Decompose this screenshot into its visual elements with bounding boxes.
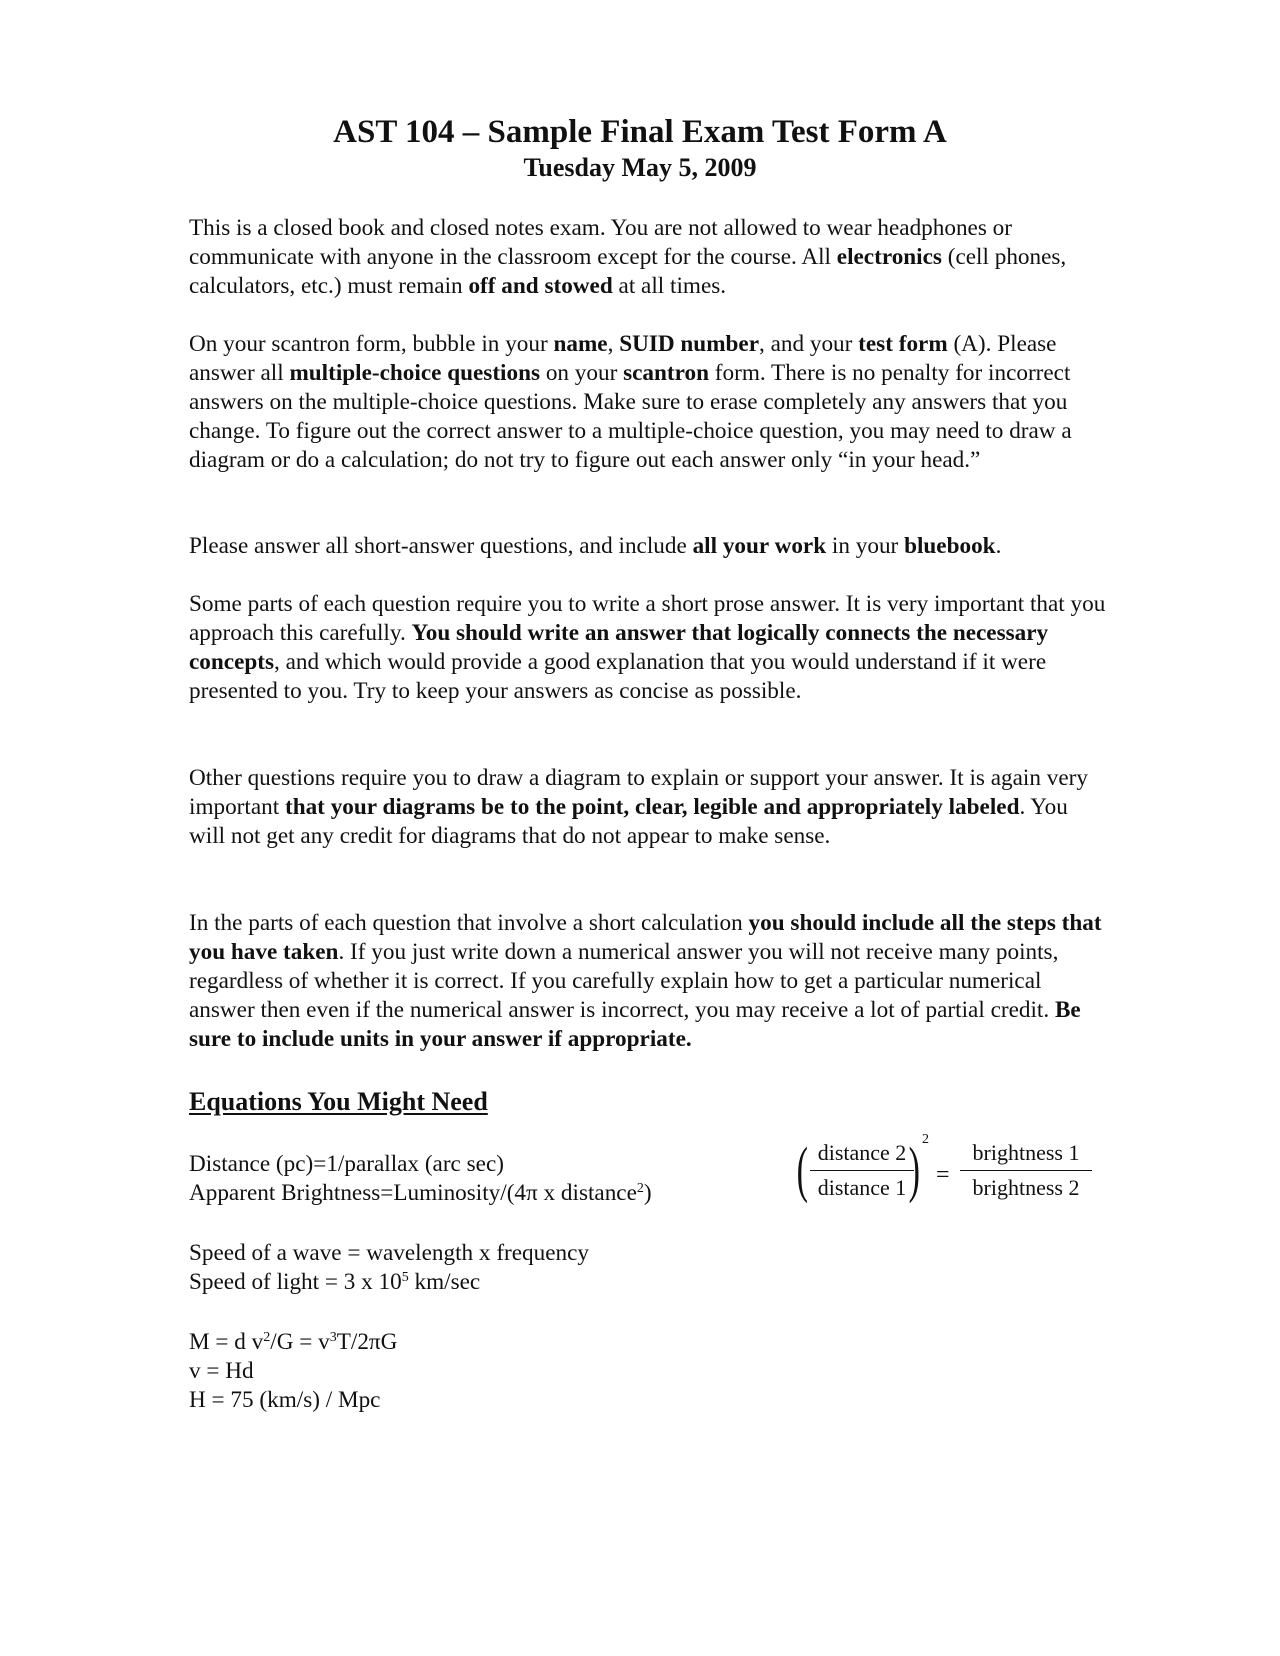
superscript: 5 [401, 1270, 409, 1285]
text-run: M = d v [189, 1329, 264, 1355]
bold-run: SUID number [619, 331, 759, 357]
bold-run: that your diagrams be to the point, clear, legible and appropriately labeled [284, 794, 1020, 820]
instructions-paragraph-6 [189, 909, 1109, 1054]
exam-date: Tuesday May 5, 2009 [523, 153, 757, 182]
mass-equation [189, 1328, 397, 1357]
bold-run: name [553, 331, 608, 357]
text-run: Speed of light = 3 x 10 [189, 1269, 402, 1295]
hubble-law-equation: v = Hd [189, 1358, 254, 1384]
bold-run: bluebook [904, 533, 996, 559]
text-run: on your [540, 360, 624, 386]
instructions-paragraph-3 [189, 532, 1109, 561]
text-run: Please answer all short-answer questions, and include [189, 533, 693, 559]
bold-run: multiple-choice questions [289, 360, 541, 386]
text-run: , and your [759, 331, 859, 357]
light-speed-equation [189, 1268, 480, 1297]
fraction-denominator: brightness 2 [972, 1175, 1080, 1200]
fraction-numerator: brightness 1 [972, 1140, 1080, 1165]
text-run: In the parts of each question that involve a short calculation [189, 910, 749, 936]
text-run: at all times. [612, 273, 727, 299]
text-run: /G = v [270, 1329, 330, 1355]
superscript: 2 [636, 1181, 644, 1196]
text-run: . [995, 533, 1002, 559]
text-run: in your [826, 533, 905, 559]
text-run: form. There is no penalty for incorrect answers on the multiple-choice questions. Make sure to erase completely any answers that you change. To figure out the correct answer to a multiple-choice question, you may need to draw a diagram or do a calculation; do not try to figure out each answer only “in your head.” [189, 360, 1072, 473]
text-run: ) [643, 1180, 652, 1206]
brightness-equation [189, 1179, 652, 1208]
bold-run: electronics [836, 244, 942, 270]
instructions-paragraph-5 [189, 764, 1109, 851]
superscript: 2 [263, 1330, 271, 1345]
bold-run: you should include all the steps that you have taken [189, 910, 1102, 965]
fraction-denominator: distance 1 [817, 1175, 907, 1200]
text-run: T/2πG [336, 1329, 398, 1355]
distance-equation: Distance (pc)=1/parallax (arc sec) [189, 1151, 504, 1177]
bold-run: test form [858, 331, 948, 357]
superscript: 3 [329, 1330, 337, 1345]
text-run: On your scantron form, bubble in your [189, 331, 554, 357]
text-run: (A). Please answer all [189, 331, 1057, 386]
instructions-paragraph-1 [189, 214, 1109, 301]
exam-title: AST 104 – Sample Final Exam Test Form A [333, 114, 947, 150]
ratio-exponent: 2 [922, 1132, 929, 1147]
fraction-bar [960, 1170, 1092, 1171]
equations-heading: Equations You Might Need [189, 1087, 488, 1116]
text-run: , and which would provide a good explanation that you would understand if it were presented to you. Try to keep your answers as concise as possible. [189, 649, 1047, 704]
wave-speed-equation: Speed of a wave = wavelength x frequency [189, 1240, 590, 1266]
instructions-paragraph-2 [189, 330, 1109, 475]
right-paren-symbol: ) [908, 1136, 921, 1204]
equals-sign: = [936, 1162, 950, 1188]
bold-run: scantron [623, 360, 709, 386]
bold-run: all your work [692, 533, 827, 559]
text-run: Some parts of each question require you to write a short prose answer. It is very important that you approach this carefully. [189, 591, 1106, 646]
text-run: Apparent Brightness=Luminosity/(4π x distance [189, 1180, 637, 1206]
text-run: km/sec [408, 1269, 481, 1295]
text-run: , [607, 331, 620, 357]
instructions-paragraph-4 [189, 590, 1109, 706]
left-paren-symbol: ( [796, 1136, 809, 1204]
text-run: . You will not get any credit for diagrams that do not appear to make sense. [189, 794, 1068, 849]
bold-run: You should write an answer that logically connects the necessary concepts [189, 620, 1049, 675]
text-run: . If you just write down a numerical answer you will not receive many points, regardless of whether it is correct. If you carefully explain how to get a particular numerical answer then even if the numerical answer is incorrect, you may receive a lot of partial credit. [189, 939, 1059, 1023]
brightness-fraction [960, 1138, 1092, 1203]
bold-run: off and stowed [468, 273, 613, 299]
text-run: This is a closed book and closed notes exam. You are not allowed to wear headphones or communicate with anyone in the classroom except for the course. All [189, 215, 1012, 270]
hubble-constant-equation: H = 75 (km/s) / Mpc [189, 1387, 381, 1413]
text-run: (cell phones, calculators, etc.) must remain [189, 244, 1067, 299]
fraction-bar [810, 1170, 914, 1171]
fraction-numerator: distance 2 [817, 1140, 907, 1165]
text-run: Other questions require you to draw a diagram to explain or support your answer. It is again very important [189, 765, 1088, 820]
brightness-ratio-formula [796, 1132, 1096, 1212]
bold-run: Be sure to include units in your answer if appropriate. [189, 997, 1081, 1052]
distance-fraction [810, 1138, 914, 1203]
